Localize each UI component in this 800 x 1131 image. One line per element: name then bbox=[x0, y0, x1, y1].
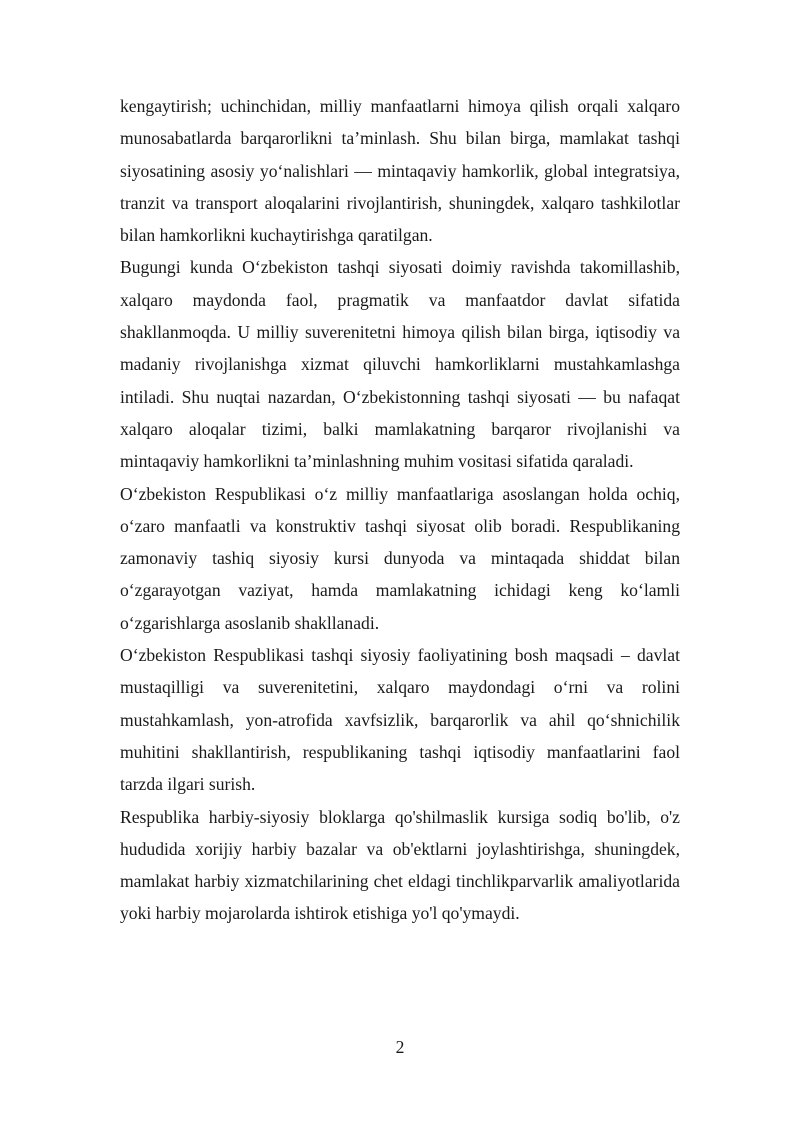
paragraph-3: O‘zbekiston Respublikasi o‘z milliy manfaatlariga asoslangan holda ochiq, o‘zaro manfaatli va konstruktiv tashqi siyosat olib boradi. Respublikaning zamonaviy tashiq siyosiy kursi dunyoda va mintaqada shiddat bilan o‘zgarayotgan vaziyat, hamda mamlakatning ichidagi keng ko‘lamli o‘zgarishlarga asoslanib shakllanadi. bbox=[120, 483, 680, 633]
paragraph-5: Respublika harbiy-siyosiy bloklarga qo'shilmaslik kursiga sodiq bo'lib, o'z hududida xorijiy harbiy bazalar va ob'ektlarni joylashtirishga, shuningdek, mamlakat harbiy xizmatchilarining chet eldagi tinchlikparvarlik amaliyotlarida yoki harbiy mojarolarda ishtirok etishiga yo'l qo'ymaydi. bbox=[120, 806, 680, 924]
document-body bbox=[120, 90, 680, 930]
paragraph-2: Bugungi kunda O‘zbekiston tashqi siyosati doimiy ravishda takomillashib, xalqaro maydonda faol, pragmatik va manfaatdor davlat sifatida shakllanmoqda. U milliy suverenitetni himoya qilish bilan birga, iqtisodiy va madaniy rivojlanishga xizmat qiluvchi hamkorliklarni mustahkamlashga intiladi. Shu nuqtai nazardan, O‘zbekistonning tashqi siyosati — bu nafaqat xalqaro aloqalar tizimi, balki mamlakatning barqaror rivojlanishi va mintaqaviy hamkorlikni ta’minlashning muhim vositasi sifatida qaraladi. bbox=[120, 257, 680, 472]
paragraph-1: kengaytirish; uchinchidan, milliy manfaatlarni himoya qilish orqali xalqaro munosabatlarda barqarorlikni ta’minlash. Shu bilan birga, mamlakat tashqi siyosatining asosiy yo‘nalishlari — mintaqaviy hamkorlik, global integratsiya, tranzit va transport aloqalarini rivojlantirish, shuningdek, xalqaro tashkilotlar bilan hamkorlikni kuchaytirishga qaratilgan. bbox=[120, 96, 680, 246]
paragraph-4: O‘zbekiston Respublikasi tashqi siyosiy faoliyatining bosh maqsadi – davlat mustaqilligi va suverenitetini, xalqaro maydondagi o‘rni va rolini mustahkamlash, yon-atrofida xavfsizlik, barqarorlik va ahil qo‘shnichilik muhitini shakllantirish, respublikaning tashqi iqtisodiy manfaatlarini faol tarzda ilgari surish. bbox=[120, 645, 680, 795]
page-number: 2 bbox=[395, 1037, 405, 1057]
